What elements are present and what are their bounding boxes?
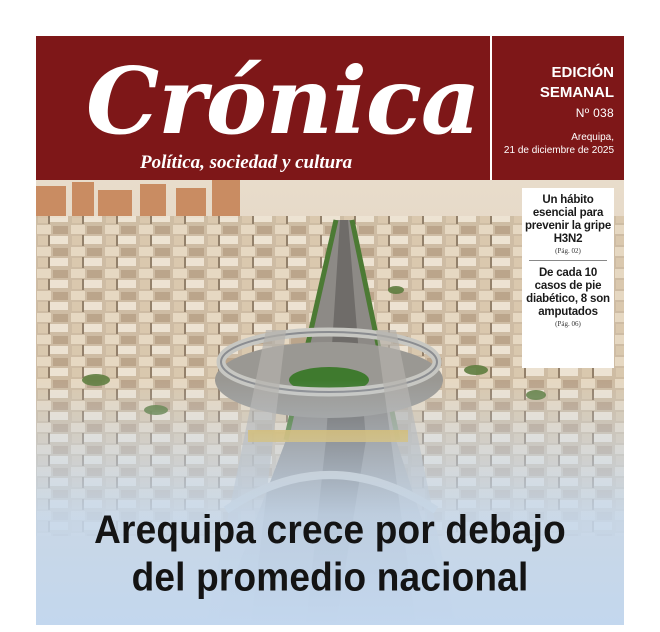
edition-number: Nº 038 bbox=[575, 106, 614, 120]
headline-line-1: Arequipa crece por debajo bbox=[94, 507, 566, 552]
teaser-page-ref: (Pág. 06) bbox=[555, 320, 581, 328]
teaser-page-ref: (Pág. 02) bbox=[555, 247, 581, 255]
teaser-item[interactable] bbox=[522, 188, 614, 255]
tagline: Política, sociedad y cultura bbox=[140, 152, 353, 173]
teaser-title: Un hábito esencial para prevenir la gripe H3N2 bbox=[524, 194, 612, 245]
headline-line-2: del promedio nacional bbox=[131, 555, 529, 600]
main-headline[interactable] bbox=[36, 506, 624, 601]
date-text: 21 de diciembre de 2025 bbox=[503, 145, 614, 156]
edition-label-line1: EDICIÓN bbox=[551, 64, 614, 81]
teaser-sidebar bbox=[522, 188, 614, 368]
teaser-title: De cada 10 casos de pie diabético, 8 son amputados bbox=[526, 267, 610, 318]
edition-label-line2: SEMANAL bbox=[539, 84, 614, 101]
masthead-divider bbox=[490, 36, 492, 180]
dateline bbox=[486, 131, 614, 157]
teaser-item[interactable] bbox=[522, 261, 614, 328]
edition-info bbox=[496, 63, 614, 123]
masthead bbox=[36, 36, 624, 180]
date-city: Arequipa, bbox=[571, 132, 614, 143]
newspaper-logo: Crónica bbox=[86, 47, 480, 155]
